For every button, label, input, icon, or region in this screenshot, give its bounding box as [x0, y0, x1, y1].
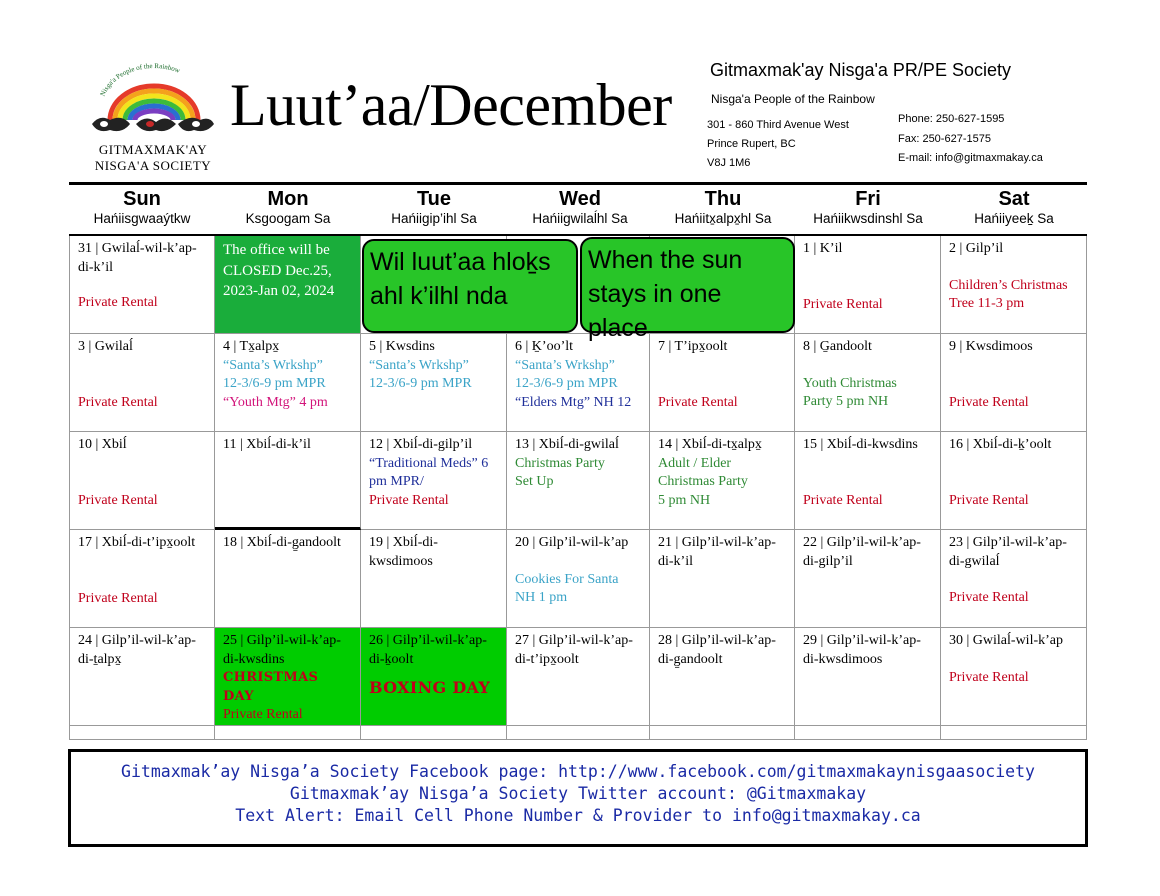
day-cell-boxing-day[interactable] — [361, 628, 507, 726]
empty-cell — [795, 726, 941, 740]
day-cell[interactable] — [941, 530, 1087, 628]
day-label: 19 | Xbiĺ-di-kwsdimoos — [369, 535, 438, 569]
empty-cell — [941, 726, 1087, 740]
society-subtitle: Nisga'a People of the Rainbow — [711, 92, 875, 106]
empty-cell — [650, 726, 795, 740]
bubble-text: Wil luut’aa hlok̠s ahl k’ilhl nda — [370, 248, 551, 310]
holiday-label: CHRISTMAS DAY — [223, 670, 319, 704]
twitter-account[interactable]: Gitmaxmak’ay Nisga’a Society Twitter account: @Gitmaxmakay — [289, 784, 867, 803]
day-header-mon — [215, 188, 361, 228]
address-line-3: V8J 1M6 — [707, 157, 751, 169]
day-label: 28 | Gilp’il-wil-k’ap-di-g̠andoolt — [658, 633, 776, 667]
event-text: Private Rental — [78, 590, 158, 606]
day-label: 24 | Gilp’il-wil-k’ap-di-t̠alpx̱ — [78, 633, 196, 667]
day-cell[interactable] — [69, 530, 215, 628]
event-text: 12-3/6-9 pm MPR — [369, 376, 472, 391]
day-cell[interactable] — [650, 334, 795, 432]
day-cell[interactable] — [215, 432, 361, 530]
day-cell[interactable] — [361, 432, 507, 530]
day-cell[interactable] — [69, 628, 215, 726]
bubble-text: When the sun stays in one place — [588, 246, 743, 342]
month-meaning-bubble-english — [580, 237, 795, 342]
day-name-nisgaa: Hańiiyeek̠ Sa — [974, 211, 1054, 226]
event-text: Private Rental — [949, 394, 1029, 410]
event-text: “Youth Mtg” 4 pm — [223, 394, 328, 410]
email-address: E-mail: info@gitmaxmakay.ca — [898, 152, 1043, 164]
day-cell[interactable] — [795, 334, 941, 432]
day-header-sun — [69, 188, 215, 228]
day-header-fri — [795, 188, 941, 228]
event-text: 5 pm NH — [658, 492, 711, 508]
event-text: “Santa’s Wrkshp” — [223, 357, 323, 373]
day-cell[interactable] — [69, 236, 215, 334]
day-cell[interactable] — [941, 236, 1087, 334]
day-cell[interactable] — [69, 432, 215, 530]
day-name: Wed — [559, 188, 601, 210]
month-meaning-bubble-nisgaa — [362, 239, 578, 333]
text-alert-info: Text Alert: Email Cell Phone Number & Provider to info@gitmaxmakay.ca — [235, 806, 921, 825]
event-text: Private Rental — [949, 590, 1029, 605]
day-header-wed — [507, 188, 653, 228]
day-name-nisgaa: Hańiitx̱alpx̱hl Sa — [674, 211, 772, 226]
day-label: 2 | Gilp’il — [949, 241, 1004, 256]
day-label: 14 | Xbiĺ-di-tx̱alpx̱ — [658, 437, 762, 452]
day-cell[interactable] — [215, 530, 361, 628]
day-cell[interactable] — [941, 628, 1087, 726]
day-cell-christmas[interactable] — [215, 628, 361, 726]
address-line-2: Prince Rupert, BC — [707, 138, 796, 150]
day-name-nisgaa: Hańiigwilaĺhl Sa — [532, 211, 628, 226]
day-label: 31 | Gwilaĺ-wil-k’ap-di-k’il — [78, 241, 197, 275]
event-text: Private Rental — [369, 492, 449, 508]
day-cell[interactable] — [795, 236, 941, 334]
day-label: 18 | Xbiĺ-di-g̠andoolt — [223, 535, 341, 550]
event-text: “Santa’s Wrkshp” — [369, 357, 469, 373]
event-text: Private Rental — [803, 492, 883, 508]
logo-arc-text: Nisga'a People of the Rainbow — [98, 62, 182, 98]
day-label: 12 | Xbiĺ-di-gilp’il — [369, 437, 473, 452]
day-label: 11 | Xbiĺ-di-k’il — [223, 437, 311, 452]
day-cell[interactable] — [507, 628, 650, 726]
event-text: 12-3/6-9 pm MPR — [223, 376, 326, 391]
day-header-thu — [650, 188, 796, 228]
day-label: 13 | Xbiĺ-di-gwilaĺ — [515, 437, 619, 452]
event-text: 12-3/6-9 pm MPR — [515, 376, 618, 391]
event-text: Children’s Christmas Tree 11-3 pm — [949, 277, 1068, 311]
page-title: Luut’aa/December — [230, 72, 672, 138]
day-name: Mon — [267, 188, 309, 210]
event-text: Private Rental — [949, 492, 1029, 508]
day-label: 27 | Gilp’il-wil-k’ap-di-t’ipx̱oolt — [515, 633, 633, 667]
event-text: Party 5 pm NH — [803, 394, 889, 409]
day-cell[interactable] — [795, 628, 941, 726]
event-text: Private Rental — [78, 492, 158, 508]
empty-cell — [361, 726, 507, 740]
event-text: Christmas Party — [515, 455, 605, 471]
event-text: Private Rental — [78, 295, 158, 310]
day-label: 20 | Gilp’il-wil-k’ap — [515, 535, 629, 550]
day-cell[interactable] — [650, 432, 795, 530]
day-label: 25 | Gilp’il-wil-k’ap-di-kwsdins — [223, 633, 341, 667]
day-cell[interactable] — [215, 334, 361, 432]
office-closed-text: The office will be CLOSED Dec.25, 2023-Jan 02, 2024 — [223, 242, 335, 299]
event-text: “Santa’s Wrkshp” — [515, 357, 615, 373]
day-label: 4 | Tx̱alpx̱ — [223, 339, 280, 354]
day-cell[interactable] — [941, 334, 1087, 432]
day-label: 15 | Xbiĺ-di-kwsdins — [803, 437, 918, 452]
day-cell[interactable] — [650, 530, 795, 628]
empty-cell — [507, 726, 650, 740]
event-text: Set Up — [515, 474, 554, 489]
day-label: 26 | Gilp’il-wil-k’ap-di-k̠oolt — [369, 633, 487, 667]
day-label: 17 | Xbiĺ-di-t’ipx̱oolt — [78, 535, 196, 550]
event-text: NH 1 pm — [515, 590, 568, 605]
logo-line-2: NISGA'A SOCIETY — [94, 158, 212, 173]
day-name: Sat — [998, 188, 1030, 210]
day-label: 16 | Xbiĺ-di-k̠’oolt — [949, 437, 1052, 452]
day-label: 3 | Gwilaĺ — [78, 339, 133, 354]
event-text: Private Rental — [223, 707, 303, 722]
event-text: Christmas Party — [658, 474, 748, 489]
event-text: Cookies For Santa — [515, 571, 619, 587]
day-cell[interactable] — [507, 432, 650, 530]
empty-cell — [69, 726, 215, 740]
day-name: Sun — [123, 188, 161, 210]
day-label: 23 | Gilp’il-wil-k’ap-di-gwilaĺ — [949, 535, 1067, 569]
empty-cell — [215, 726, 361, 740]
event-text: Adult / Elder — [658, 455, 732, 471]
day-label: 10 | Xbiĺ — [78, 437, 127, 452]
day-header-tue — [361, 188, 507, 228]
event-text: Private Rental — [949, 669, 1029, 685]
event-text: Private Rental — [803, 296, 883, 312]
day-label: 21 | Gilp’il-wil-k’ap-di-k’il — [658, 535, 776, 569]
day-name: Fri — [855, 188, 881, 210]
day-label: 30 | Gwilaĺ-wil-k’ap — [949, 633, 1063, 648]
day-cell[interactable] — [795, 530, 941, 628]
event-text: “Traditional Meds” 6 pm MPR/ — [369, 455, 489, 489]
office-closed-notice[interactable] — [215, 236, 361, 334]
day-name-nisgaa: Hańiikwsdinshl Sa — [813, 211, 923, 226]
society-name: Gitmaxmak'ay Nisga'a PR/PE Society — [710, 60, 1011, 80]
footer-box — [68, 749, 1088, 847]
day-label: 5 | Kwsdins — [369, 339, 435, 354]
day-label: 6 | K̠’oo’lt — [515, 339, 574, 354]
day-name-nisgaa: Hańiisgwaaýtkw — [93, 211, 191, 226]
event-text: Private Rental — [658, 394, 738, 410]
day-name-nisgaa: Ksgoogam Sa — [245, 211, 331, 226]
holiday-label: BOXING DAY — [369, 678, 491, 697]
day-cell[interactable] — [795, 432, 941, 530]
event-text: Private Rental — [78, 394, 158, 410]
calendar-top-rule — [69, 182, 1087, 185]
day-cell[interactable] — [507, 334, 650, 432]
day-label: 22 | Gilp’il-wil-k’ap-di-gilp’il — [803, 535, 921, 569]
event-text: Youth Christmas — [803, 375, 897, 391]
calendar-grid — [69, 236, 1087, 740]
day-label: 29 | Gilp’il-wil-k’ap-di-kwsdimoos — [803, 633, 921, 667]
day-label: 8 | G̠andoolt — [803, 339, 872, 354]
facebook-link[interactable]: Gitmaxmak’ay Nisga’a Society Facebook page: http://www.facebook.com/gitmaxmakaynisgaasociety — [121, 762, 1035, 781]
day-label: 1 | K’il — [803, 241, 843, 256]
day-name: Thu — [704, 188, 742, 210]
phone-number: Phone: 250-627-1595 — [898, 113, 1005, 125]
day-cell[interactable] — [507, 530, 650, 628]
logo-line-1: GITMAXMAK'AY — [98, 142, 208, 157]
rainbow-logo-icon — [86, 62, 218, 142]
day-cell[interactable] — [361, 530, 507, 628]
event-text: “Elders Mtg” NH 12 — [515, 394, 632, 410]
address-line-1: 301 - 860 Third Avenue West — [707, 119, 849, 131]
day-name: Tue — [416, 188, 452, 210]
day-cell[interactable] — [69, 334, 215, 432]
day-cell[interactable] — [361, 334, 507, 432]
day-header-sat — [941, 188, 1087, 228]
society-logo — [86, 62, 218, 174]
day-cell[interactable] — [941, 432, 1087, 530]
fax-number: Fax: 250-627-1575 — [898, 133, 991, 145]
day-cell[interactable] — [650, 628, 795, 726]
day-name-nisgaa: Hańiigip’ihl Sa — [391, 211, 477, 226]
day-label: 7 | T’ipx̱oolt — [658, 339, 728, 354]
day-label: 9 | Kwsdimoos — [949, 339, 1033, 354]
